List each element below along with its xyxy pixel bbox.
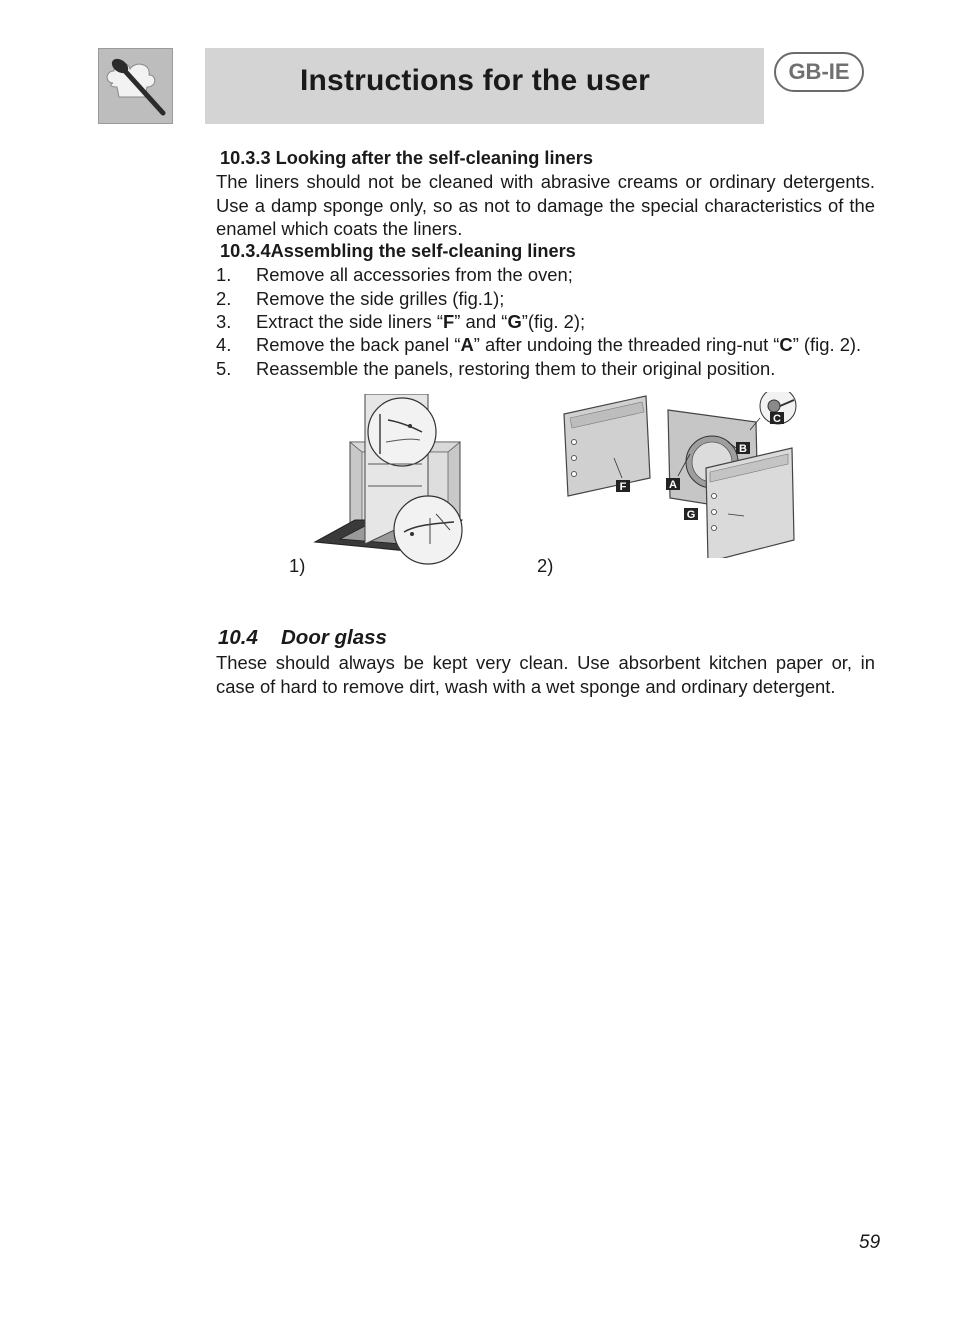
step-number: 2. bbox=[216, 287, 232, 309]
step-text-post: ”(fig. 2); bbox=[521, 311, 586, 333]
figure-label-c: C bbox=[773, 412, 781, 425]
step-bold-label: C bbox=[779, 334, 793, 356]
heading-10-4 bbox=[218, 626, 875, 649]
heading-10-3-4: 10.3.4Assembling the self-cleaning liners bbox=[220, 241, 576, 262]
step-text-post: ” (fig. 2). bbox=[792, 334, 862, 356]
steps-list bbox=[216, 263, 875, 379]
step-bold-label: F bbox=[443, 311, 455, 333]
list-item bbox=[216, 310, 875, 333]
figure-2-caption: 2) bbox=[537, 554, 554, 576]
figure-label-g: G bbox=[686, 508, 696, 521]
step-number: 1. bbox=[216, 264, 232, 286]
figure-1-caption: 1) bbox=[289, 554, 306, 576]
list-item bbox=[216, 263, 875, 286]
figure-1-oven-side-grille bbox=[310, 394, 470, 572]
step-text: Remove all accessories from the oven; bbox=[256, 264, 573, 286]
step-text-pre: Remove the back panel “ bbox=[256, 334, 461, 356]
step-text-mid: ” and “ bbox=[454, 311, 508, 333]
figure-label-b: B bbox=[739, 442, 747, 455]
list-item bbox=[216, 287, 875, 310]
figure-label-a: A bbox=[669, 478, 677, 491]
step-text: Reassemble the panels, restoring them to their original position. bbox=[256, 357, 776, 379]
step-text-mid: ” after undoing the threaded ring-nut “ bbox=[473, 334, 780, 356]
page-number: 59 bbox=[859, 1232, 881, 1253]
page-title: Instructions for the user bbox=[300, 64, 651, 97]
step-number: 4. bbox=[216, 334, 232, 356]
figure-label-f: F bbox=[619, 480, 627, 493]
list-item bbox=[216, 333, 875, 356]
step-bold-label: G bbox=[507, 311, 522, 333]
figure-2-liners-exploded bbox=[560, 392, 810, 558]
section-title: Door glass bbox=[281, 625, 387, 649]
list-item bbox=[216, 357, 875, 380]
region-badge: GB-IE bbox=[774, 52, 864, 92]
step-number: 5. bbox=[216, 357, 232, 379]
figures-area bbox=[216, 386, 875, 592]
main-content bbox=[216, 147, 875, 698]
step-text-pre: Extract the side liners “ bbox=[256, 311, 444, 333]
paragraph-10-4: These should always be kept very clean. Use absorbent kitchen paper or, in case of hard to remove dirt, wash with a wet sponge and ordinary detergent. bbox=[216, 652, 875, 697]
brand-logo bbox=[98, 48, 173, 124]
section-number: 10.4 bbox=[218, 625, 258, 649]
step-bold-label: A bbox=[460, 334, 474, 356]
spoon-and-chef-hat-icon bbox=[99, 49, 172, 123]
heading-10-3-3: 10.3.3 Looking after the self-cleaning liners bbox=[220, 148, 593, 168]
paragraph-10-3-3: The liners should not be cleaned with abrasive creams or ordinary detergents. Use a damp sponge only, so as not to damage the special characteristics of the enamel which coats the liners. bbox=[216, 171, 875, 239]
step-number: 3. bbox=[216, 311, 232, 333]
header-title-bar bbox=[205, 48, 764, 124]
step-text: Remove the side grilles (fig.1); bbox=[256, 287, 505, 309]
